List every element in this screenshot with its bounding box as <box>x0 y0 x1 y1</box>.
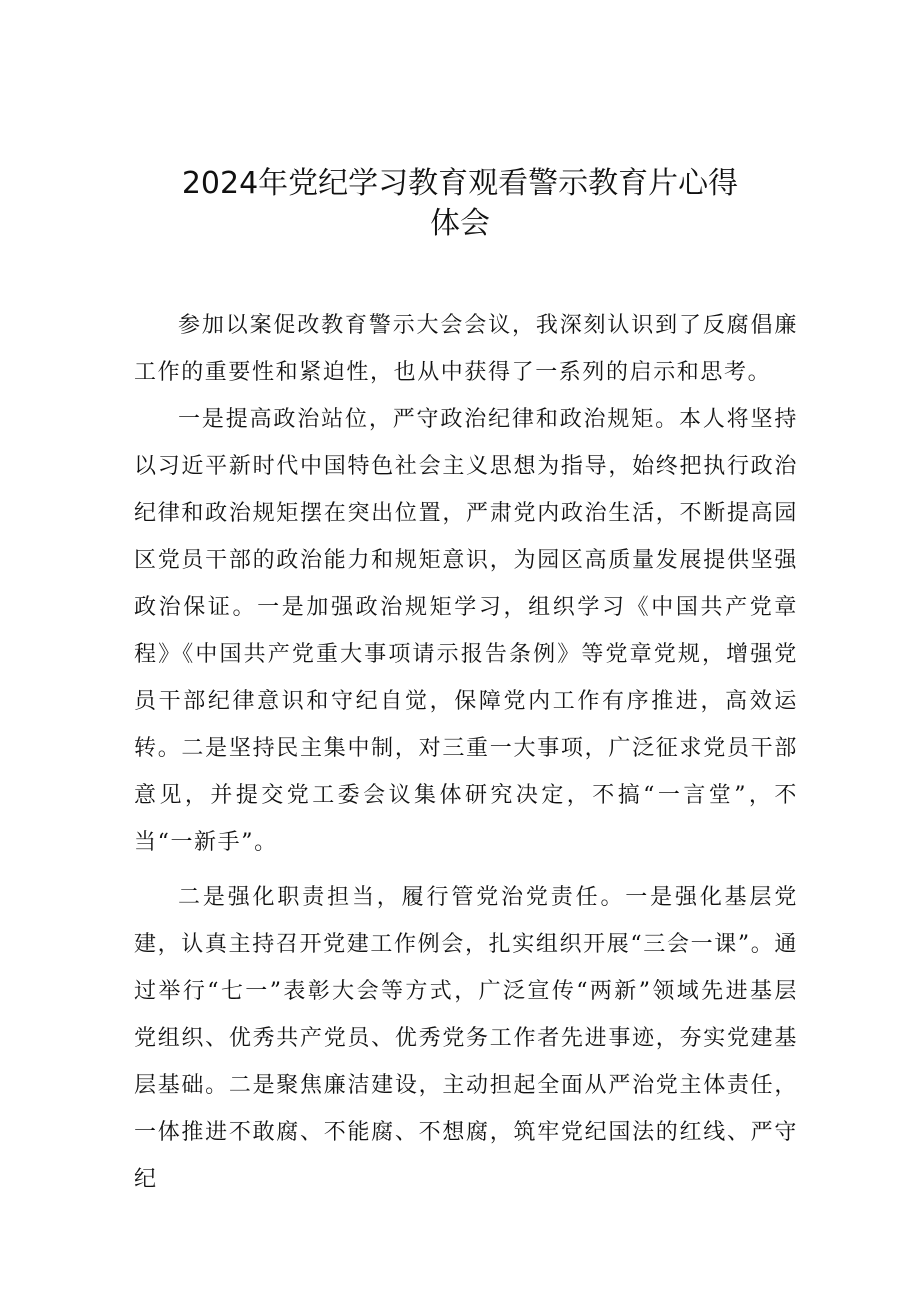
document-title <box>100 164 820 244</box>
paragraph-point-two: 二是强化职责担当，履行管党治党责任。一是强化基层党建，认真主持召开党建工作例会，扎实组织开展“三会一课”。通过举行“七一”表彰大会等方式，广泛宣传“两新”领域先进基层党组织、优秀共产党员、优秀党务工作者先进事迹，夯实党建基层基础。二是聚焦廉洁建设，主动担起全面从严治党主体责任，一体推进不敢腐、不能腐、不想腐，筑牢党纪国法的红线、严守纪 <box>134 885 798 1192</box>
paragraph-intro: 参加以案促改教育警示大会会议，我深刻认识到了反腐倡廉工作的重要性和紧迫性，也从中获得了一系列的启示和思考。 <box>134 313 798 385</box>
document-body <box>134 302 798 1203</box>
paragraph-point-one: 一是提高政治站位，严守政治纪律和政治规矩。本人将坚持以习近平新时代中国特色社会主义思想为指导，始终把执行政治纪律和政治规矩摆在突出位置，严肃党内政治生活，不断提高园区党员干部的政治能力和规矩意识，为园区高质量发展提供坚强政治保证。一是加强政治规矩学习，组织学习《中国共产党章程》《中国共产党重大事项请示报告条例》等党章党规，增强党员干部纪律意识和守纪自觉，保障党内工作有序推进，高效运转。二是坚持民主集中制，对三重一大事项，广泛征求党员干部意见，并提交党工委会议集体研究决定，不搞“一言堂”，不当“一新手”。 <box>134 407 798 855</box>
document-title-line-2: 体会 <box>430 206 490 241</box>
document-title-line-1: 2024年党纪学习教育观看警示教育片心得 <box>181 166 739 201</box>
